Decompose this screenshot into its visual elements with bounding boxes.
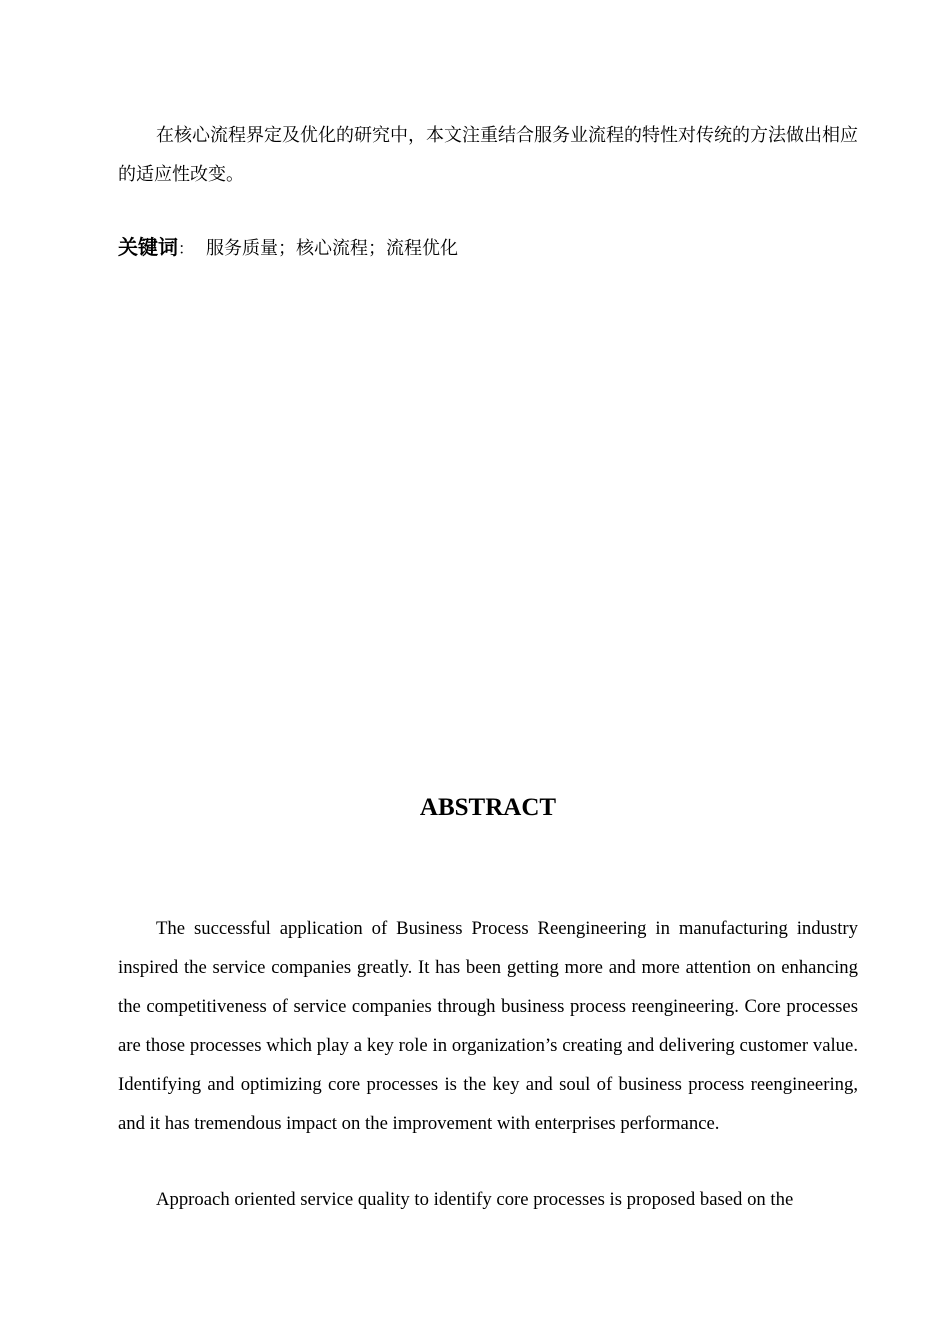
keywords-colon: ： [178, 239, 195, 258]
abstract-title: ABSTRACT [419, 794, 557, 821]
abstract-paragraph-2: Approach oriented service quality to identify core processes is proposed based on the [156, 1189, 794, 1210]
abstract-paragraph-1: The successful application of Business Process Reengineering in manufacturing industry inspired the service companies greatly. It has been getting more and more attention on enhancing the competitiveness of service companies through business process reengineering. Core processes are those processes which play a key role in organization’s creating and delivering customer value. Identifying and optimizing core processes is the key and soul of business process reengineering, and it has tremendous impact on the improvement with enterprises performance. [118, 918, 858, 1134]
chinese-abstract-paragraph: 在核心流程界定及优化的研究中，本文注重结合服务业流程的特性对传统的方法做出相应的适应性改变。 [118, 125, 858, 185]
keywords-text: 服务质量；核心流程；流程优化 [206, 238, 459, 259]
keywords-label: 关键词 [118, 235, 178, 259]
keywords-line [118, 230, 858, 267]
